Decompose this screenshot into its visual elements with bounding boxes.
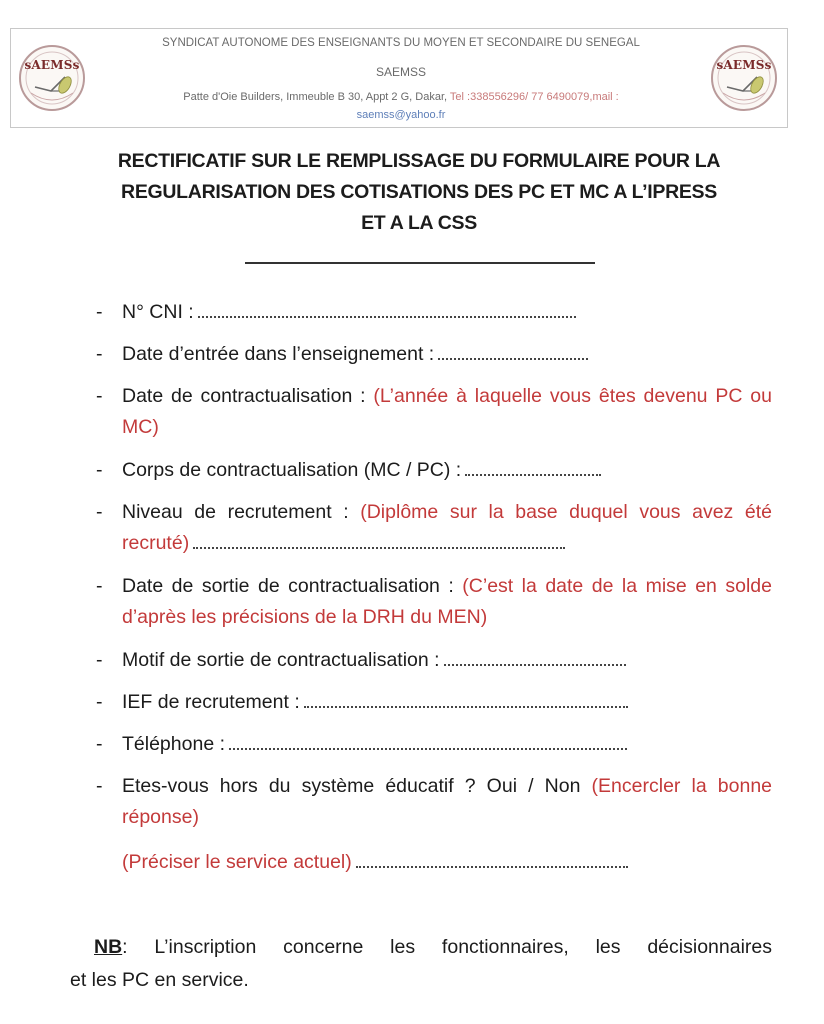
note-text-line-1: : L’inscription concerne les fonctionnaires, les décisionnaires xyxy=(122,936,772,958)
field-hint: (L’année à laquelle vous êtes devenu PC ou MC) xyxy=(122,385,772,438)
document-title xyxy=(60,146,778,239)
title-line-2: REGULARISATION DES COTISATIONS DES PC ET MC A L’IPRESS xyxy=(121,181,717,203)
bullet-dash: - xyxy=(96,733,103,755)
phone-text: Tel :338556296/ 77 6490079,mail : xyxy=(449,91,619,103)
union-address xyxy=(101,91,701,103)
field-label: Motif de sortie de contractualisation : xyxy=(122,649,440,671)
field-contract-body xyxy=(96,455,772,486)
note-label: NB xyxy=(94,936,123,958)
bullet-dash: - xyxy=(96,343,103,365)
bullet-dash: - xyxy=(96,775,103,797)
field-hint: (Diplôme sur la base duquel vous avez été recruté) xyxy=(122,501,772,554)
bullet-dash: - xyxy=(96,575,103,597)
field-recruitment-level xyxy=(96,497,772,559)
field-hint: (Préciser le service actuel) xyxy=(122,851,352,873)
field-label: Date de contractualisation : xyxy=(122,385,366,407)
union-acronym: SAEMSS xyxy=(375,65,426,79)
field-contract-date xyxy=(96,381,772,443)
address-text: Patte d'Oie Builders, Immeuble B 30, Appt 2 G, Dakar, xyxy=(183,91,450,103)
fill-in-line[interactable] xyxy=(356,860,628,868)
title-line-1: RECTIFICATIF SUR LE REMPLISSAGE DU FORMULAIRE POUR LA xyxy=(117,150,721,172)
field-phone xyxy=(96,729,772,760)
seal-lettering: sAEMSs xyxy=(24,58,80,72)
field-cni xyxy=(96,297,772,328)
union-seal-left xyxy=(19,45,85,111)
fill-in-line[interactable] xyxy=(444,658,626,666)
field-outside-system xyxy=(96,771,772,833)
field-label: IEF de recrutement : xyxy=(122,691,300,713)
seal-emblem-icon xyxy=(21,47,83,109)
title-line-3: ET A LA CSS xyxy=(361,212,477,234)
field-label: Téléphone : xyxy=(122,733,225,755)
field-label: Date de sortie de contractualisation : xyxy=(122,575,454,597)
fill-in-line[interactable] xyxy=(229,742,627,750)
field-exit-date xyxy=(96,571,772,633)
bullet-dash: - xyxy=(96,459,103,481)
fill-in-line[interactable] xyxy=(465,468,601,476)
letterhead xyxy=(10,28,788,128)
seal-emblem-icon xyxy=(713,47,775,109)
field-ief xyxy=(96,687,772,718)
field-entry-date xyxy=(96,339,772,370)
field-label: Niveau de recrutement : xyxy=(122,501,349,523)
field-hint: (Encercler la bonne réponse) xyxy=(122,775,773,828)
union-seal-right xyxy=(711,45,777,111)
union-name: SYNDICAT AUTONOME DES ENSEIGNANTS DU MOYEN ET SECONDAIRE DU SENEGAL xyxy=(162,37,640,49)
field-label: Corps de contractualisation (MC / PC) : xyxy=(122,459,462,481)
bullet-dash: - xyxy=(96,649,103,671)
field-exit-reason xyxy=(96,645,772,676)
union-email: saemss@yahoo.fr xyxy=(356,109,446,121)
field-current-service xyxy=(122,847,628,878)
bullet-dash: - xyxy=(96,301,103,323)
note-text-line-2: et les PC en service. xyxy=(70,969,249,991)
fill-in-line[interactable] xyxy=(198,310,576,318)
bullet-dash: - xyxy=(96,501,103,523)
fill-in-line[interactable] xyxy=(193,541,565,549)
fill-in-line[interactable] xyxy=(438,352,588,360)
seal-lettering: sAEMSs xyxy=(716,58,772,72)
field-hint: (C’est la date de la mise en solde d’après les précisions de la DRH du MEN) xyxy=(122,575,772,628)
fill-in-line[interactable] xyxy=(304,700,628,708)
note-paragraph xyxy=(70,931,772,997)
field-label: N° CNI : xyxy=(122,301,194,323)
bullet-dash: - xyxy=(96,385,103,407)
field-label[interactable]: Etes-vous hors du système éducatif ? Oui / Non xyxy=(122,775,581,797)
field-label: Date d’entrée dans l’enseignement : xyxy=(122,343,435,365)
bullet-dash: - xyxy=(96,691,103,713)
title-divider xyxy=(245,262,595,264)
